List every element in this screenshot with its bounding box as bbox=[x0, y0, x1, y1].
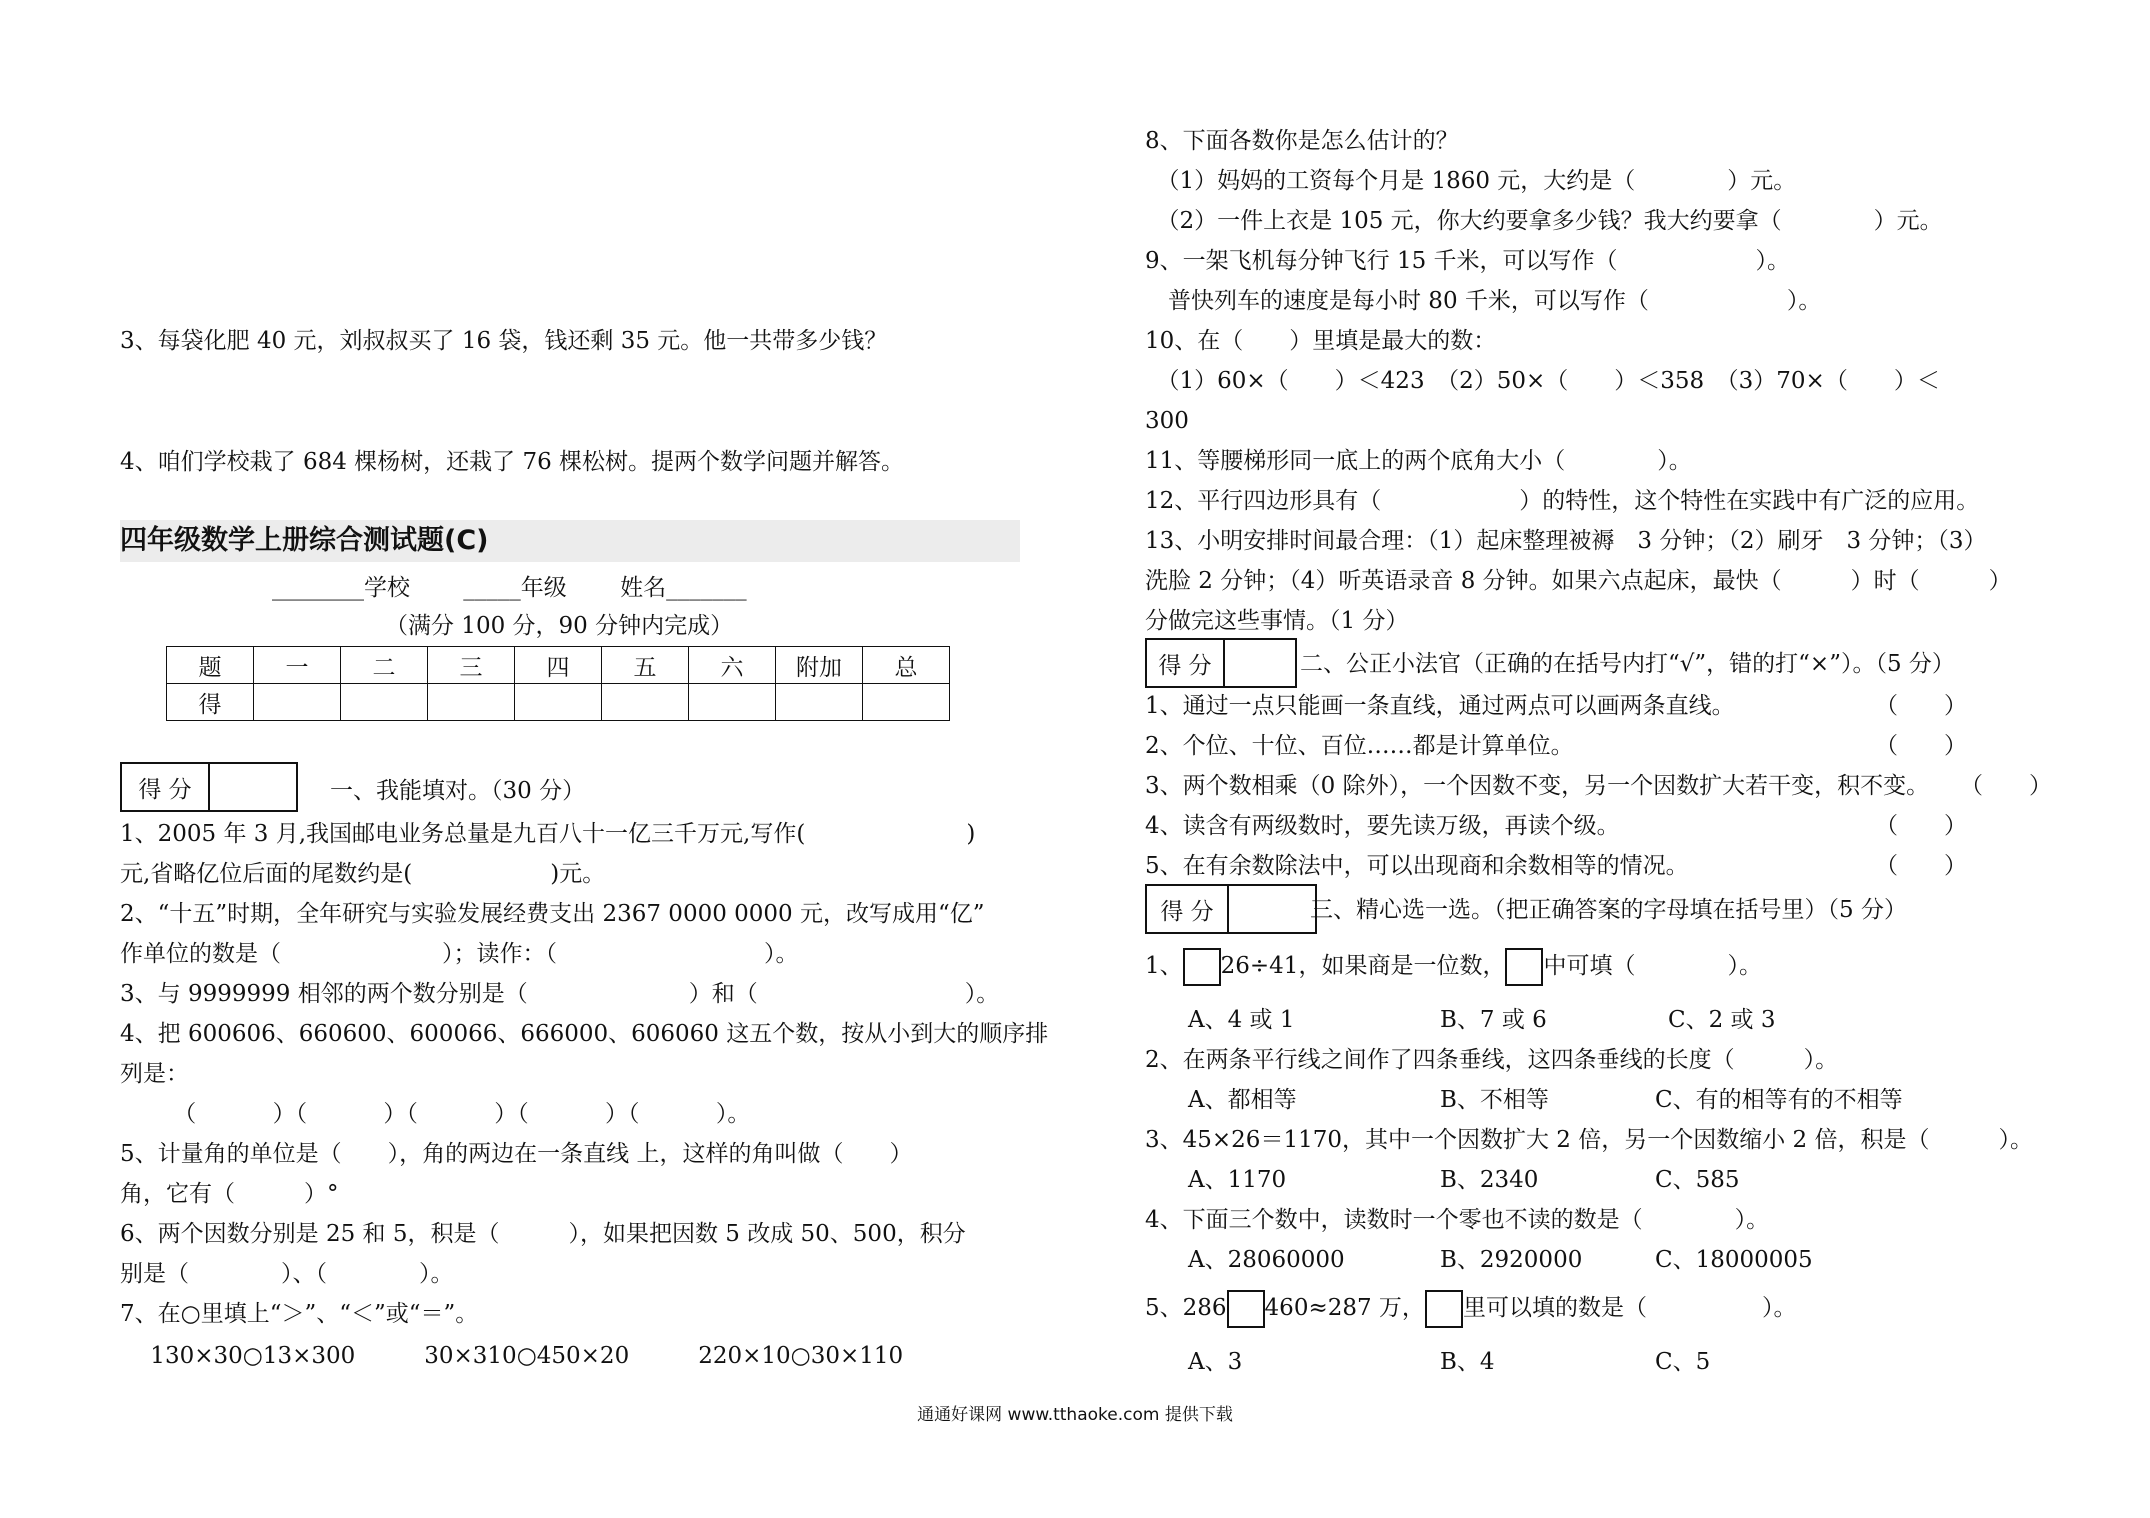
choice-question-1 bbox=[1145, 948, 1762, 986]
choice-question-3: 3、45×26＝1170，其中一个因数扩大 2 倍，另一个因数缩小 2 倍，积是（ ）。 bbox=[1145, 1127, 2033, 1153]
choice-option: A、4 或 1 bbox=[1188, 1007, 1295, 1033]
choice-option: C、585 bbox=[1655, 1167, 1740, 1193]
fill-line: 普快列车的速度是每小时 80 千米，可以写作（ ）。 bbox=[1145, 288, 1822, 314]
judge-item: 1、通过一点只能画一条直线，通过两点可以画两条直线。 bbox=[1145, 693, 1735, 719]
score-cell: 一 bbox=[254, 647, 341, 684]
score-cell: 总 bbox=[863, 647, 950, 684]
score-cell bbox=[341, 684, 428, 721]
choice-option: C、2 或 3 bbox=[1668, 1007, 1776, 1033]
fill-line: 11、等腰梯形同一底上的两个底角大小（ ）。 bbox=[1145, 448, 1692, 474]
choice-question-4: 4、下面三个数中，读数时一个零也不读的数是（ ）。 bbox=[1145, 1207, 1770, 1233]
fill-line: 分做完这些事情。（1 分） bbox=[1145, 608, 1409, 634]
judge-paren: （ ） bbox=[1875, 813, 1967, 839]
score-box-blank bbox=[1229, 886, 1315, 932]
answer-blank-box bbox=[1227, 1290, 1265, 1328]
word-problem-4: 4、咱们学校栽了 684 棵杨树，还栽了 76 棵松树。提两个数学问题并解答。 bbox=[120, 449, 905, 475]
student-info-line: ________学校 _____年级 姓名_______ bbox=[272, 575, 747, 601]
answer-blank-box bbox=[1425, 1290, 1463, 1328]
score-cell: 五 bbox=[602, 647, 689, 684]
score-cell: 二 bbox=[341, 647, 428, 684]
page-title: 四年级数学上册综合测试题(C) bbox=[120, 525, 489, 556]
fill-line: 1、2005 年 3 月,我国邮电业务总量是九百八十一亿三千万元,写作( ) bbox=[120, 821, 976, 847]
fill-line: 5、计量角的单位是（ ），角的两边在一条直线 上，这样的角叫做（ ） bbox=[120, 1141, 913, 1167]
choice-option: B、2920000 bbox=[1440, 1247, 1583, 1273]
choice-option: C、有的相等有的不相等 bbox=[1655, 1087, 1903, 1113]
section2-title: 二、公正小法官（正确的在括号内打“√”，错的打“×”）。（5 分） bbox=[1300, 651, 1955, 677]
choice-question-2: 2、在两条平行线之间作了四条垂线，这四条垂线的长度（ ）。 bbox=[1145, 1047, 1839, 1073]
fill-line: 洗脸 2 分钟；（4）听英语录音 8 分钟。如果六点起床，最快（ ）时（ ） bbox=[1145, 568, 2012, 594]
fill-line: 130×30○13×300 30×310○450×20 220×10○30×110 bbox=[120, 1343, 904, 1369]
score-cell bbox=[515, 684, 602, 721]
score-box-section1 bbox=[120, 762, 298, 812]
fill-line: 12、平行四边形具有（ ）的特性，这个特性在实践中有广泛的应用。 bbox=[1145, 488, 1980, 514]
score-table bbox=[166, 646, 950, 721]
judge-item: 3、两个数相乘（0 除外），一个因数不变，另一个因数扩大若干变，积不变。 bbox=[1145, 773, 1930, 799]
score-cell: 附加 bbox=[776, 647, 863, 684]
answer-blank-box bbox=[1183, 948, 1221, 986]
choice-option: A、3 bbox=[1188, 1349, 1243, 1375]
fill-line: （1）60×（ ）＜423 （2）50×（ ）＜358 （3）70×（ ）＜ bbox=[1145, 368, 1940, 394]
question-text: 里可以填的数是（ ）。 bbox=[1462, 1295, 1797, 1321]
score-box-label: 得 分 bbox=[122, 764, 210, 810]
score-cell: 四 bbox=[515, 647, 602, 684]
choice-question-5 bbox=[1145, 1290, 1796, 1328]
score-cell: 题 bbox=[167, 647, 254, 684]
score-cell: 得 bbox=[167, 684, 254, 721]
fill-line: 别是（ ）、（ ）。 bbox=[120, 1261, 454, 1287]
section3-title: 三、精心选一选。（把正确答案的字母填在括号里）（5 分） bbox=[1310, 897, 1907, 923]
fill-line: 9、一架飞机每分钟飞行 15 千米，可以写作（ ）。 bbox=[1145, 248, 1791, 274]
fill-line: 8、下面各数你是怎么估计的？ bbox=[1145, 128, 1459, 154]
score-cell bbox=[689, 684, 776, 721]
question-number: 1、 bbox=[1145, 953, 1183, 979]
score-table-value-row bbox=[167, 684, 950, 721]
choice-option: A、28060000 bbox=[1188, 1247, 1345, 1273]
score-cell: 三 bbox=[428, 647, 515, 684]
fill-line: （2）一件上衣是 105 元，你大约要拿多少钱？我大约要拿（ ）元。 bbox=[1145, 208, 1943, 234]
score-box-blank bbox=[210, 764, 296, 810]
fill-line: 7、在○里填上“＞”、“＜”或“＝”。 bbox=[120, 1301, 479, 1327]
score-box-label: 得 分 bbox=[1147, 886, 1229, 932]
score-box-section3 bbox=[1145, 884, 1317, 934]
fill-line: 300 bbox=[1145, 408, 1189, 434]
score-cell bbox=[602, 684, 689, 721]
score-cell bbox=[863, 684, 950, 721]
full-score-note: （满分 100 分，90 分钟内完成） bbox=[385, 613, 734, 639]
fill-line: 3、与 9999999 相邻的两个数分别是（ ）和（ ）。 bbox=[120, 981, 1000, 1007]
fill-line: 4、把 600606、660600、600066、666000、606060 这五个数，按从小到大的顺序排 bbox=[120, 1021, 1049, 1047]
choice-option: B、不相等 bbox=[1440, 1087, 1549, 1113]
fill-line: 6、两个因数分别是 25 和 5，积是（ ），如果把因数 5 改成 50、500，积分 bbox=[120, 1221, 966, 1247]
judge-item: 5、在有余数除法中，可以出现商和余数相等的情况。 bbox=[1145, 853, 1689, 879]
score-table-header-row bbox=[167, 647, 950, 684]
score-cell bbox=[254, 684, 341, 721]
score-box-blank bbox=[1225, 640, 1295, 686]
section1-title: 一、我能填对。（30 分） bbox=[330, 778, 586, 804]
judge-paren: （ ） bbox=[1875, 853, 1967, 879]
fill-line: 角，它有（ ）° bbox=[120, 1181, 339, 1207]
page-footer: 通通好课网 www.tthaoke.com 提供下载 bbox=[917, 1405, 1233, 1425]
fill-line: （1）妈妈的工资每个月是 1860 元，大约是（ ）元。 bbox=[1145, 168, 1797, 194]
fill-line: 13、小明安排时间最合理：（1）起床整理被褥 3 分钟；（2）刷牙 3 分钟；（3） bbox=[1145, 528, 1987, 554]
score-cell bbox=[428, 684, 515, 721]
question-text: 460≈287 万， bbox=[1264, 1295, 1425, 1321]
choice-option: B、2340 bbox=[1440, 1167, 1539, 1193]
choice-option: A、都相等 bbox=[1188, 1087, 1297, 1113]
choice-option: C、5 bbox=[1655, 1349, 1711, 1375]
question-number: 5、286 bbox=[1145, 1295, 1227, 1321]
score-cell: 六 bbox=[689, 647, 776, 684]
fill-line: 10、在（ ）里填是最大的数： bbox=[1145, 328, 1497, 354]
judge-paren: （ ） bbox=[1875, 733, 1967, 759]
word-problem-3: 3、每袋化肥 40 元，刘叔叔买了 16 袋，钱还剩 35 元。他一共带多少钱？ bbox=[120, 328, 888, 354]
question-text: 中可填（ ）。 bbox=[1543, 953, 1762, 979]
choice-option: B、4 bbox=[1440, 1349, 1495, 1375]
fill-line: 元,省略亿位后面的尾数约是( )元。 bbox=[120, 861, 606, 887]
choice-option: B、7 或 6 bbox=[1440, 1007, 1547, 1033]
score-box-label: 得 分 bbox=[1147, 640, 1225, 686]
choice-option: A、1170 bbox=[1188, 1167, 1287, 1193]
judge-item: 4、读含有两级数时，要先读万级，再读个级。 bbox=[1145, 813, 1620, 839]
question-text: 26÷41，如果商是一位数， bbox=[1220, 953, 1506, 979]
fill-line: （ ）（ ）（ ）（ ）（ ）。 bbox=[120, 1101, 751, 1127]
fill-line: 作单位的数是（ ）；读作：（ ）。 bbox=[120, 941, 799, 967]
fill-line: 2、“十五”时期，全年研究与实验发展经费支出 2367 0000 0000 元，改写成用“亿” bbox=[120, 901, 985, 927]
judge-paren: （ ） bbox=[1960, 773, 2052, 799]
fill-line: 列是： bbox=[120, 1061, 189, 1087]
judge-item: 2、个位、十位、百位……都是计算单位。 bbox=[1145, 733, 1574, 759]
score-box-section2 bbox=[1145, 638, 1297, 688]
answer-blank-box bbox=[1505, 948, 1543, 986]
choice-option: C、18000005 bbox=[1655, 1247, 1813, 1273]
score-cell bbox=[776, 684, 863, 721]
judge-paren: （ ） bbox=[1875, 693, 1967, 719]
